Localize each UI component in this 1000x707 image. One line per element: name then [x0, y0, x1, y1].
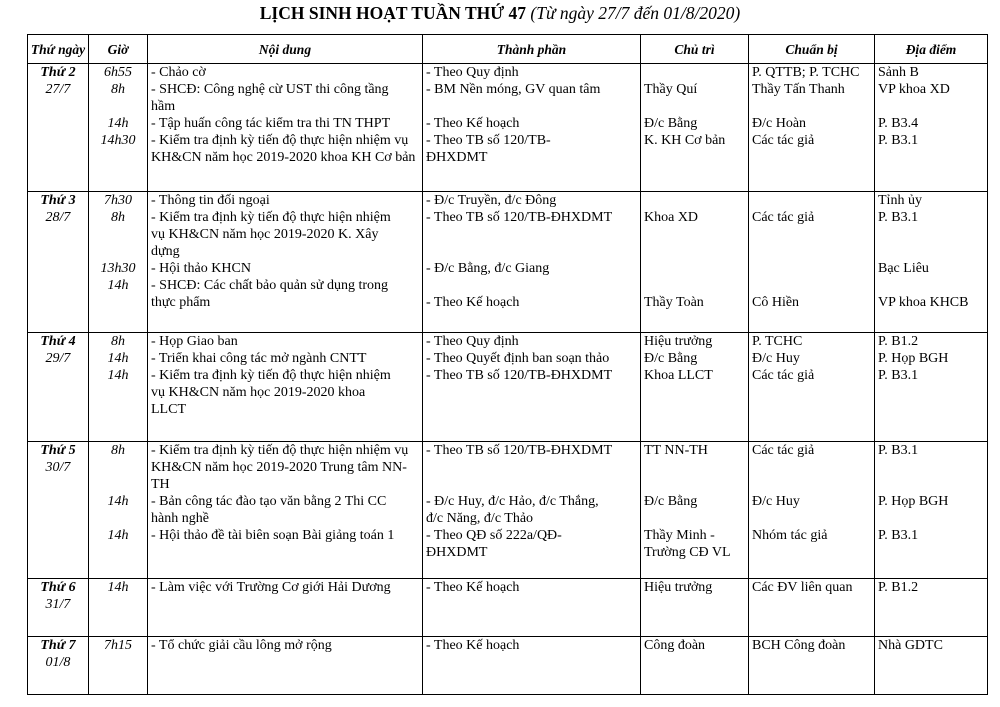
chair-line: TT NN-TH	[644, 443, 708, 458]
day-cell	[28, 579, 89, 637]
prep-line: Đ/c Huy	[752, 494, 800, 509]
location-line	[878, 459, 984, 476]
participants-line	[426, 459, 637, 476]
time-cell	[89, 442, 148, 579]
participants-line: - Theo TB số 120/TB-ĐHXDMT	[426, 443, 613, 458]
prep-line	[752, 260, 871, 277]
header-time: Giờ	[89, 35, 148, 64]
time-line	[92, 510, 144, 527]
chair-line: Khoa XD	[644, 210, 699, 225]
time-line: 8h	[111, 210, 125, 225]
participants-cell	[423, 192, 641, 333]
time-cell	[89, 333, 148, 442]
title-main: LỊCH SINH HOẠT TUẦN THỨ 47	[259, 3, 527, 23]
chair-cell	[641, 192, 749, 333]
day-cell	[28, 192, 89, 333]
prep-line: Đ/c Huy	[752, 351, 800, 366]
prep-line	[752, 510, 871, 527]
location-line: P. Họp BGH	[878, 351, 949, 366]
chair-cell	[641, 579, 749, 637]
time-line: 14h	[107, 528, 129, 543]
day-row	[28, 333, 988, 442]
prep-line: Các tác giả	[752, 210, 815, 225]
content-cell	[148, 442, 423, 579]
prep-line	[752, 277, 871, 294]
day-date: 01/8	[45, 655, 71, 670]
participants-cell	[423, 637, 641, 695]
time-line: 8h	[111, 443, 125, 458]
location-line	[878, 243, 984, 260]
content-line: hành nghề	[151, 511, 209, 526]
day-row	[28, 637, 988, 695]
chair-line: Đ/c Bằng	[644, 351, 698, 366]
time-line	[92, 459, 144, 476]
prep-line: BCH Công đoàn	[752, 638, 846, 653]
time-line	[92, 384, 144, 401]
content-cell	[148, 333, 423, 442]
content-line: - Họp Giao ban	[151, 334, 238, 349]
chair-line	[644, 226, 745, 243]
location-line: P. Họp BGH	[878, 494, 949, 509]
content-cell	[148, 579, 423, 637]
participants-line	[426, 226, 637, 243]
prep-line	[752, 226, 871, 243]
time-line	[92, 294, 144, 311]
time-line	[92, 149, 144, 166]
content-line: - Làm việc với Trường Cơ giới Hải Dương	[151, 580, 391, 595]
chair-line: Hiệu trưởng	[644, 580, 713, 595]
participants-line	[426, 476, 637, 493]
time-line: 8h	[111, 82, 125, 97]
content-cell	[148, 192, 423, 333]
day-row	[28, 64, 988, 192]
location-cell	[875, 64, 988, 192]
chair-line	[644, 510, 745, 527]
chair-line	[644, 64, 745, 81]
participants-line: - Theo QĐ số 222a/QĐ-	[426, 528, 562, 543]
time-cell	[89, 637, 148, 695]
location-line: Sảnh B	[878, 65, 919, 80]
time-line: 14h	[107, 116, 129, 131]
location-line	[878, 401, 984, 418]
time-cell	[89, 579, 148, 637]
prep-cell	[749, 637, 875, 695]
prep-line: P. TCHC	[752, 334, 803, 349]
prep-line	[752, 401, 871, 418]
chair-line	[644, 459, 745, 476]
prep-cell	[749, 442, 875, 579]
day-name: Thứ 4	[40, 334, 76, 349]
location-line: P. B3.1	[878, 210, 919, 225]
prep-line	[752, 384, 871, 401]
participants-cell	[423, 333, 641, 442]
location-line: VP khoa XD	[878, 82, 950, 97]
location-line: Nhà GDTC	[878, 638, 943, 653]
chair-cell	[641, 442, 749, 579]
time-cell	[89, 64, 148, 192]
location-line	[878, 277, 984, 294]
prep-line: Đ/c Hoàn	[752, 116, 807, 131]
prep-line: Cô Hiền	[752, 295, 800, 310]
day-date: 27/7	[45, 82, 71, 97]
content-line: vụ KH&CN năm học 2019-2020 K. Xây	[151, 227, 379, 242]
content-line	[151, 544, 419, 561]
participants-line: - Theo Kế hoạch	[426, 638, 520, 653]
prep-line: Các tác giả	[752, 443, 815, 458]
time-line: 13h30	[100, 261, 136, 276]
header-location: Địa điểm	[875, 35, 988, 64]
content-line: LLCT	[151, 402, 186, 417]
prep-cell	[749, 192, 875, 333]
time-line	[92, 544, 144, 561]
time-line: 14h	[107, 351, 129, 366]
participants-line: - Theo Quy định	[426, 334, 519, 349]
content-line: KH&CN năm học 2019-2020 khoa KH Cơ bản	[151, 150, 416, 165]
prep-line: Thầy Tấn Thanh	[752, 82, 845, 97]
header-participants: Thành phần	[423, 35, 641, 64]
day-row	[28, 192, 988, 333]
prep-line	[752, 149, 871, 166]
content-line: - Bản công tác đào tạo văn bằng 2 Thi CC	[151, 494, 387, 509]
location-line	[878, 149, 984, 166]
header-day: Thứ ngày	[28, 35, 89, 64]
content-line: - Hội thảo KHCN	[151, 261, 251, 276]
day-row	[28, 579, 988, 637]
day-row	[28, 442, 988, 579]
title-date-range: (Từ ngày 27/7 đến 01/8/2020)	[530, 3, 741, 23]
location-line: Tỉnh ủy	[878, 193, 922, 208]
chair-line	[644, 260, 745, 277]
participants-line: - Theo TB số 120/TB-ĐHXDMT	[426, 210, 613, 225]
day-cell	[28, 442, 89, 579]
time-line	[92, 98, 144, 115]
prep-line	[752, 98, 871, 115]
location-line: P. B3.4	[878, 116, 919, 131]
participants-line: - Theo Quyết định ban soạn thảo	[426, 351, 610, 366]
content-line: - Thông tin đối ngoại	[151, 193, 270, 208]
participants-line: - Theo TB số 120/TB-	[426, 133, 551, 148]
content-line: - SHCĐ: Công nghệ cừ UST thi công tầng	[151, 82, 389, 97]
participants-line: - Theo TB số 120/TB-ĐHXDMT	[426, 368, 613, 383]
location-line: P. B3.1	[878, 133, 919, 148]
schedule-body	[28, 64, 988, 695]
chair-line	[644, 476, 745, 493]
prep-line: Các tác giả	[752, 368, 815, 383]
time-line	[92, 226, 144, 243]
header-content: Nội dung	[148, 35, 423, 64]
prep-line: Các tác giả	[752, 133, 815, 148]
prep-cell	[749, 579, 875, 637]
location-line: P. B1.2	[878, 334, 919, 349]
chair-line	[644, 192, 745, 209]
time-line: 7h15	[104, 638, 132, 653]
location-line	[878, 476, 984, 493]
participants-line: - Theo Kế hoạch	[426, 116, 520, 131]
location-line	[878, 544, 984, 561]
chair-line: K. KH Cơ bản	[644, 133, 726, 148]
chair-line: Thầy Quí	[644, 82, 698, 97]
content-cell	[148, 637, 423, 695]
prep-line	[752, 544, 871, 561]
location-line: P. B1.2	[878, 580, 919, 595]
participants-cell	[423, 579, 641, 637]
prep-line: P. QTTB; P. TCHC	[752, 65, 860, 80]
day-date: 30/7	[45, 460, 71, 475]
day-date: 28/7	[45, 210, 71, 225]
location-line: P. B3.1	[878, 443, 919, 458]
participants-line: - Theo Quy định	[426, 65, 519, 80]
content-line: vụ KH&CN năm học 2019-2020 khoa	[151, 385, 366, 400]
time-line	[92, 401, 144, 418]
participants-line: đ/c Năng, đ/c Thảo	[426, 511, 534, 526]
location-line: P. B3.1	[878, 368, 919, 383]
location-line	[878, 98, 984, 115]
day-cell	[28, 64, 89, 192]
chair-line: Trường CĐ VL	[644, 545, 731, 560]
participants-line: - Đ/c Truyền, đ/c Đông	[426, 193, 557, 208]
chair-line: Đ/c Bằng	[644, 116, 698, 131]
time-line: 6h55	[104, 65, 132, 80]
day-cell	[28, 637, 89, 695]
participants-line	[426, 243, 637, 260]
participants-line: - Đ/c Huy, đ/c Hảo, đ/c Thắng,	[426, 494, 599, 509]
location-cell	[875, 192, 988, 333]
content-line: thực phẩm	[151, 295, 211, 310]
content-line: - Kiểm tra định kỳ tiến độ thực hiện nhiệm vụ	[151, 443, 409, 458]
location-line: P. B3.1	[878, 528, 919, 543]
prep-line: Nhóm tác giả	[752, 528, 828, 543]
participants-line: ĐHXDMT	[426, 545, 488, 560]
location-cell	[875, 442, 988, 579]
content-line: - Hội thảo đề tài biên soạn Bài giảng toán 1	[151, 528, 395, 543]
time-line: 14h	[107, 494, 129, 509]
chair-cell	[641, 637, 749, 695]
time-line: 8h	[111, 334, 125, 349]
content-line: - Triển khai công tác mở ngành CNTT	[151, 351, 367, 366]
location-cell	[875, 637, 988, 695]
chair-line	[644, 384, 745, 401]
participants-line: - Đ/c Bằng, đ/c Giang	[426, 261, 550, 276]
chair-line: Thầy Toàn	[644, 295, 704, 310]
time-line	[92, 243, 144, 260]
header-chair: Chủ trì	[641, 35, 749, 64]
participants-cell	[423, 64, 641, 192]
chair-line	[644, 98, 745, 115]
prep-line	[752, 243, 871, 260]
content-line: - Kiểm tra định kỳ tiến độ thực hiện nhiệm	[151, 368, 391, 383]
content-line: - Tổ chức giải cầu lông mở rộng	[151, 638, 332, 653]
location-cell	[875, 579, 988, 637]
location-line	[878, 510, 984, 527]
participants-line	[426, 277, 637, 294]
prep-line	[752, 476, 871, 493]
location-line: VP khoa KHCB	[878, 295, 969, 310]
day-name: Thứ 2	[40, 65, 76, 80]
prep-line: Các ĐV liên quan	[752, 580, 853, 595]
content-line: hầm	[151, 99, 176, 114]
content-cell	[148, 64, 423, 192]
time-line: 14h	[107, 278, 129, 293]
page-title	[0, 3, 1000, 24]
content-line: KH&CN năm học 2019-2020 Trung tâm NN-	[151, 460, 407, 475]
participants-line	[426, 98, 637, 115]
chair-line	[644, 401, 745, 418]
chair-line	[644, 149, 745, 166]
header-prep: Chuẩn bị	[749, 35, 875, 64]
chair-line: Hiệu trưởng	[644, 334, 713, 349]
time-line	[92, 476, 144, 493]
chair-line: Công đoàn	[644, 638, 706, 653]
participants-cell	[423, 442, 641, 579]
time-line: 14h	[107, 580, 129, 595]
day-name: Thứ 5	[40, 443, 76, 458]
chair-line: Thầy Minh -	[644, 528, 715, 543]
prep-cell	[749, 333, 875, 442]
day-date: 31/7	[45, 597, 71, 612]
location-cell	[875, 333, 988, 442]
participants-line: - Theo Kế hoạch	[426, 580, 520, 595]
time-line: 14h	[107, 368, 129, 383]
content-line: - Kiểm tra định kỳ tiến độ thực hiện nhiệm	[151, 210, 391, 225]
location-line	[878, 384, 984, 401]
participants-line: - BM Nền móng, GV quan tâm	[426, 82, 601, 97]
prep-line	[752, 459, 871, 476]
chair-cell	[641, 64, 749, 192]
time-cell	[89, 192, 148, 333]
time-line: 7h30	[104, 193, 132, 208]
participants-line: - Theo Kế hoạch	[426, 295, 520, 310]
content-line: - SHCĐ: Các chất bảo quản sử dụng trong	[151, 278, 388, 293]
chair-line	[644, 277, 745, 294]
header-row	[28, 35, 988, 64]
day-name: Thứ 7	[40, 638, 76, 653]
participants-line: ĐHXDMT	[426, 150, 488, 165]
day-name: Thứ 6	[40, 580, 76, 595]
location-line: Bạc Liêu	[878, 261, 929, 276]
content-line: - Tập huấn công tác kiểm tra thi TN THPT	[151, 116, 391, 131]
chair-line	[644, 243, 745, 260]
time-line: 14h30	[100, 133, 136, 148]
participants-line	[426, 401, 637, 418]
content-line: TH	[151, 477, 170, 492]
day-name: Thứ 3	[40, 193, 76, 208]
chair-line: Đ/c Bằng	[644, 494, 698, 509]
content-line: - Kiểm tra định kỳ tiến độ thực hiện nhiệm vụ	[151, 133, 409, 148]
chair-line: Khoa LLCT	[644, 368, 713, 383]
schedule-table	[27, 34, 988, 695]
content-line: - Chảo cờ	[151, 65, 206, 80]
content-line: dựng	[151, 244, 180, 259]
day-cell	[28, 333, 89, 442]
participants-line	[426, 384, 637, 401]
day-date: 29/7	[45, 351, 71, 366]
prep-line	[752, 192, 871, 209]
prep-cell	[749, 64, 875, 192]
chair-cell	[641, 333, 749, 442]
location-line	[878, 226, 984, 243]
